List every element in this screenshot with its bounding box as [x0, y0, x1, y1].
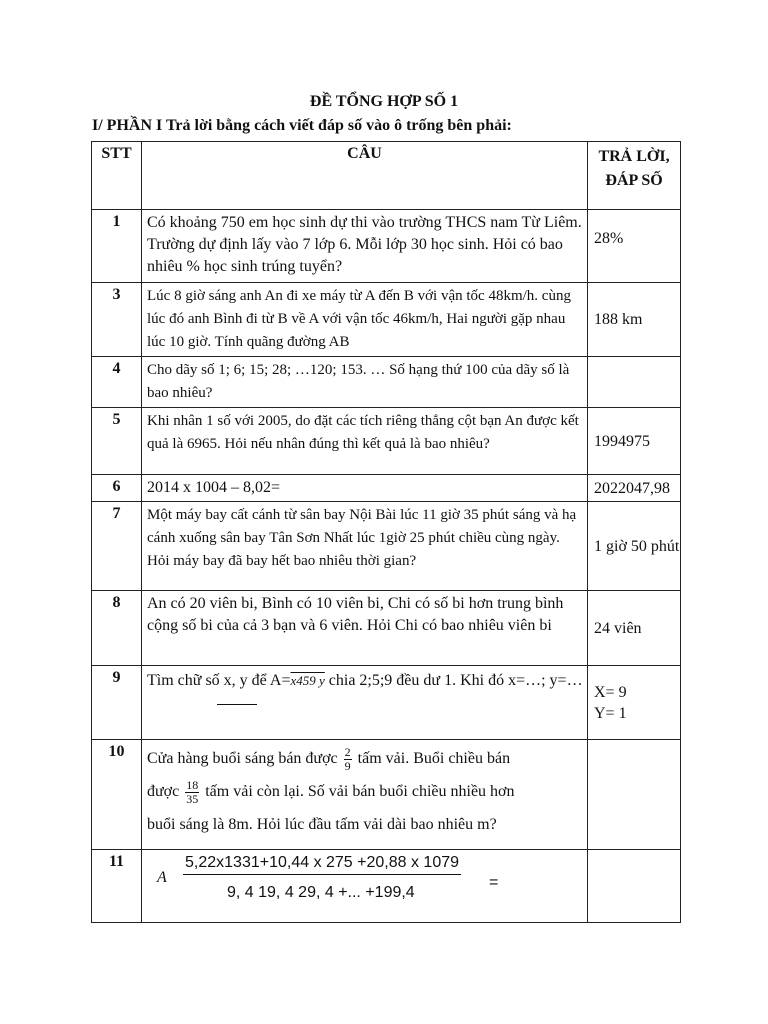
row-number: 8 [92, 591, 142, 666]
answer-cell[interactable]: 1994975 [588, 408, 681, 475]
fraction-numerator: 18 [186, 777, 199, 792]
formula-denominator: 9, 4 19, 4 29, 4 +... +199,4 [227, 884, 415, 901]
formula-label: A [157, 869, 167, 886]
question-text [142, 666, 588, 740]
table-row [92, 850, 681, 923]
row-number: 3 [92, 283, 142, 357]
fraction-denominator: 35 [186, 791, 199, 806]
table-row [92, 591, 681, 666]
answer-cell[interactable]: 24 viên [588, 591, 681, 666]
question-text [142, 740, 588, 850]
overline-number: x459 y [290, 673, 325, 688]
table-row [92, 666, 681, 740]
question-part: Tìm chữ số x, y để A= [147, 672, 291, 689]
question-part: tấm vải. Buổi chiều bán [353, 750, 511, 767]
table-header-row [92, 142, 681, 210]
answer-y: Y= 1 [594, 704, 627, 722]
row-number: 11 [92, 850, 142, 923]
header-tra-loi: TRẢ LỜI, ĐÁP SỐ [588, 142, 681, 210]
table-row [92, 210, 681, 283]
formula-numerator: 5,22x1331+10,44 x 275 +20,88 x 1079 [183, 852, 461, 875]
question-part: được [147, 783, 184, 800]
question-text: Khi nhân 1 số với 2005, do đặt các tích riêng thẳng cột bạn An được kết quả là 6965. Hỏi nếu nhân đúng thì kết quả là bao nhiêu? [142, 408, 588, 475]
answer-cell[interactable] [588, 666, 681, 740]
answer-cell[interactable]: 28% [588, 210, 681, 283]
header-stt: STT [92, 142, 142, 210]
question-part: chia 2;5;9 đều dư 1. Khi đó x=…; y=… [324, 672, 583, 689]
row-number: 6 [92, 475, 142, 502]
row-number: 9 [92, 666, 142, 740]
fraction-numerator: 2 [344, 744, 351, 759]
row-number: 7 [92, 502, 142, 591]
table-row [92, 502, 681, 591]
question-text: Một máy bay cất cánh từ sân bay Nội Bài lúc 11 giờ 35 phút sáng và hạ cánh xuống sân bay Tân Sơn Nhất lúc 1giờ 25 phút chiều cùng ngày. Hỏi máy bay đã bay hết bao nhiêu thời gian? [142, 502, 588, 591]
document-title: ĐỀ TỔNG HỢP SỐ 1 [309, 93, 459, 110]
question-part: tấm vải còn lại. Số vải bán buổi chiều nhiều hơn [201, 783, 515, 800]
table-row [92, 475, 681, 502]
question-part: buổi sáng là 8m. Hỏi lúc đầu tấm vải dài bao nhiêu m? [147, 816, 497, 833]
question-text: An có 20 viên bi, Bình có 10 viên bi, Chi có số bi hơn trung bình cộng số bi của cả 3 bạn và 6 viên. Hỏi Chi có bao nhiêu viên bi [142, 591, 588, 666]
section-heading: I/ PHẦN I Trả lời bằng cách viết đáp số vào ô trống bên phải: [92, 117, 512, 134]
question-text: Có khoảng 750 em học sinh dự thi vào trường THCS nam Từ Liêm. Trường dự định lấy vào 7 lớp 6. Mỗi lớp 30 học sinh. Hỏi có bao nhiêu % học sinh trúng tuyển? [142, 210, 588, 283]
table-row [92, 408, 681, 475]
header-cau: CÂU [142, 142, 588, 210]
answer-blank [217, 704, 257, 705]
answer-cell[interactable]: 2022047,98 [588, 475, 681, 502]
formula-equals: = [489, 874, 499, 891]
row-number: 5 [92, 408, 142, 475]
table-row [92, 283, 681, 357]
table-row [92, 357, 681, 408]
answer-cell[interactable] [588, 357, 681, 408]
question-text: 2014 x 1004 – 8,02= [142, 475, 588, 502]
fraction-denominator: 9 [344, 758, 351, 773]
fraction [344, 746, 352, 773]
row-number: 4 [92, 357, 142, 408]
question-part: Cửa hàng buổi sáng bán được [147, 750, 342, 767]
answer-cell[interactable] [588, 740, 681, 850]
table-row [92, 740, 681, 850]
question-text: Lúc 8 giờ sáng anh An đi xe máy từ A đến B với vận tốc 48km/h. cùng lúc đó anh Bình đi từ B về A với vận tốc 46km/h, Hai người gặp nhau lúc 10 giờ. Tính quãng đường AB [142, 283, 588, 357]
question-table [91, 141, 681, 923]
fraction [185, 779, 199, 806]
row-number: 10 [92, 740, 142, 850]
question-text: Cho dãy số 1; 6; 15; 28; …120; 153. … Số hạng thứ 100 của dãy số là bao nhiêu? [142, 357, 588, 408]
answer-cell[interactable]: 188 km [588, 283, 681, 357]
row-number: 1 [92, 210, 142, 283]
answer-cell[interactable]: 1 giờ 50 phút [588, 502, 681, 591]
question-formula [142, 850, 588, 923]
answer-x: X= 9 [594, 683, 627, 701]
answer-cell[interactable] [588, 850, 681, 923]
